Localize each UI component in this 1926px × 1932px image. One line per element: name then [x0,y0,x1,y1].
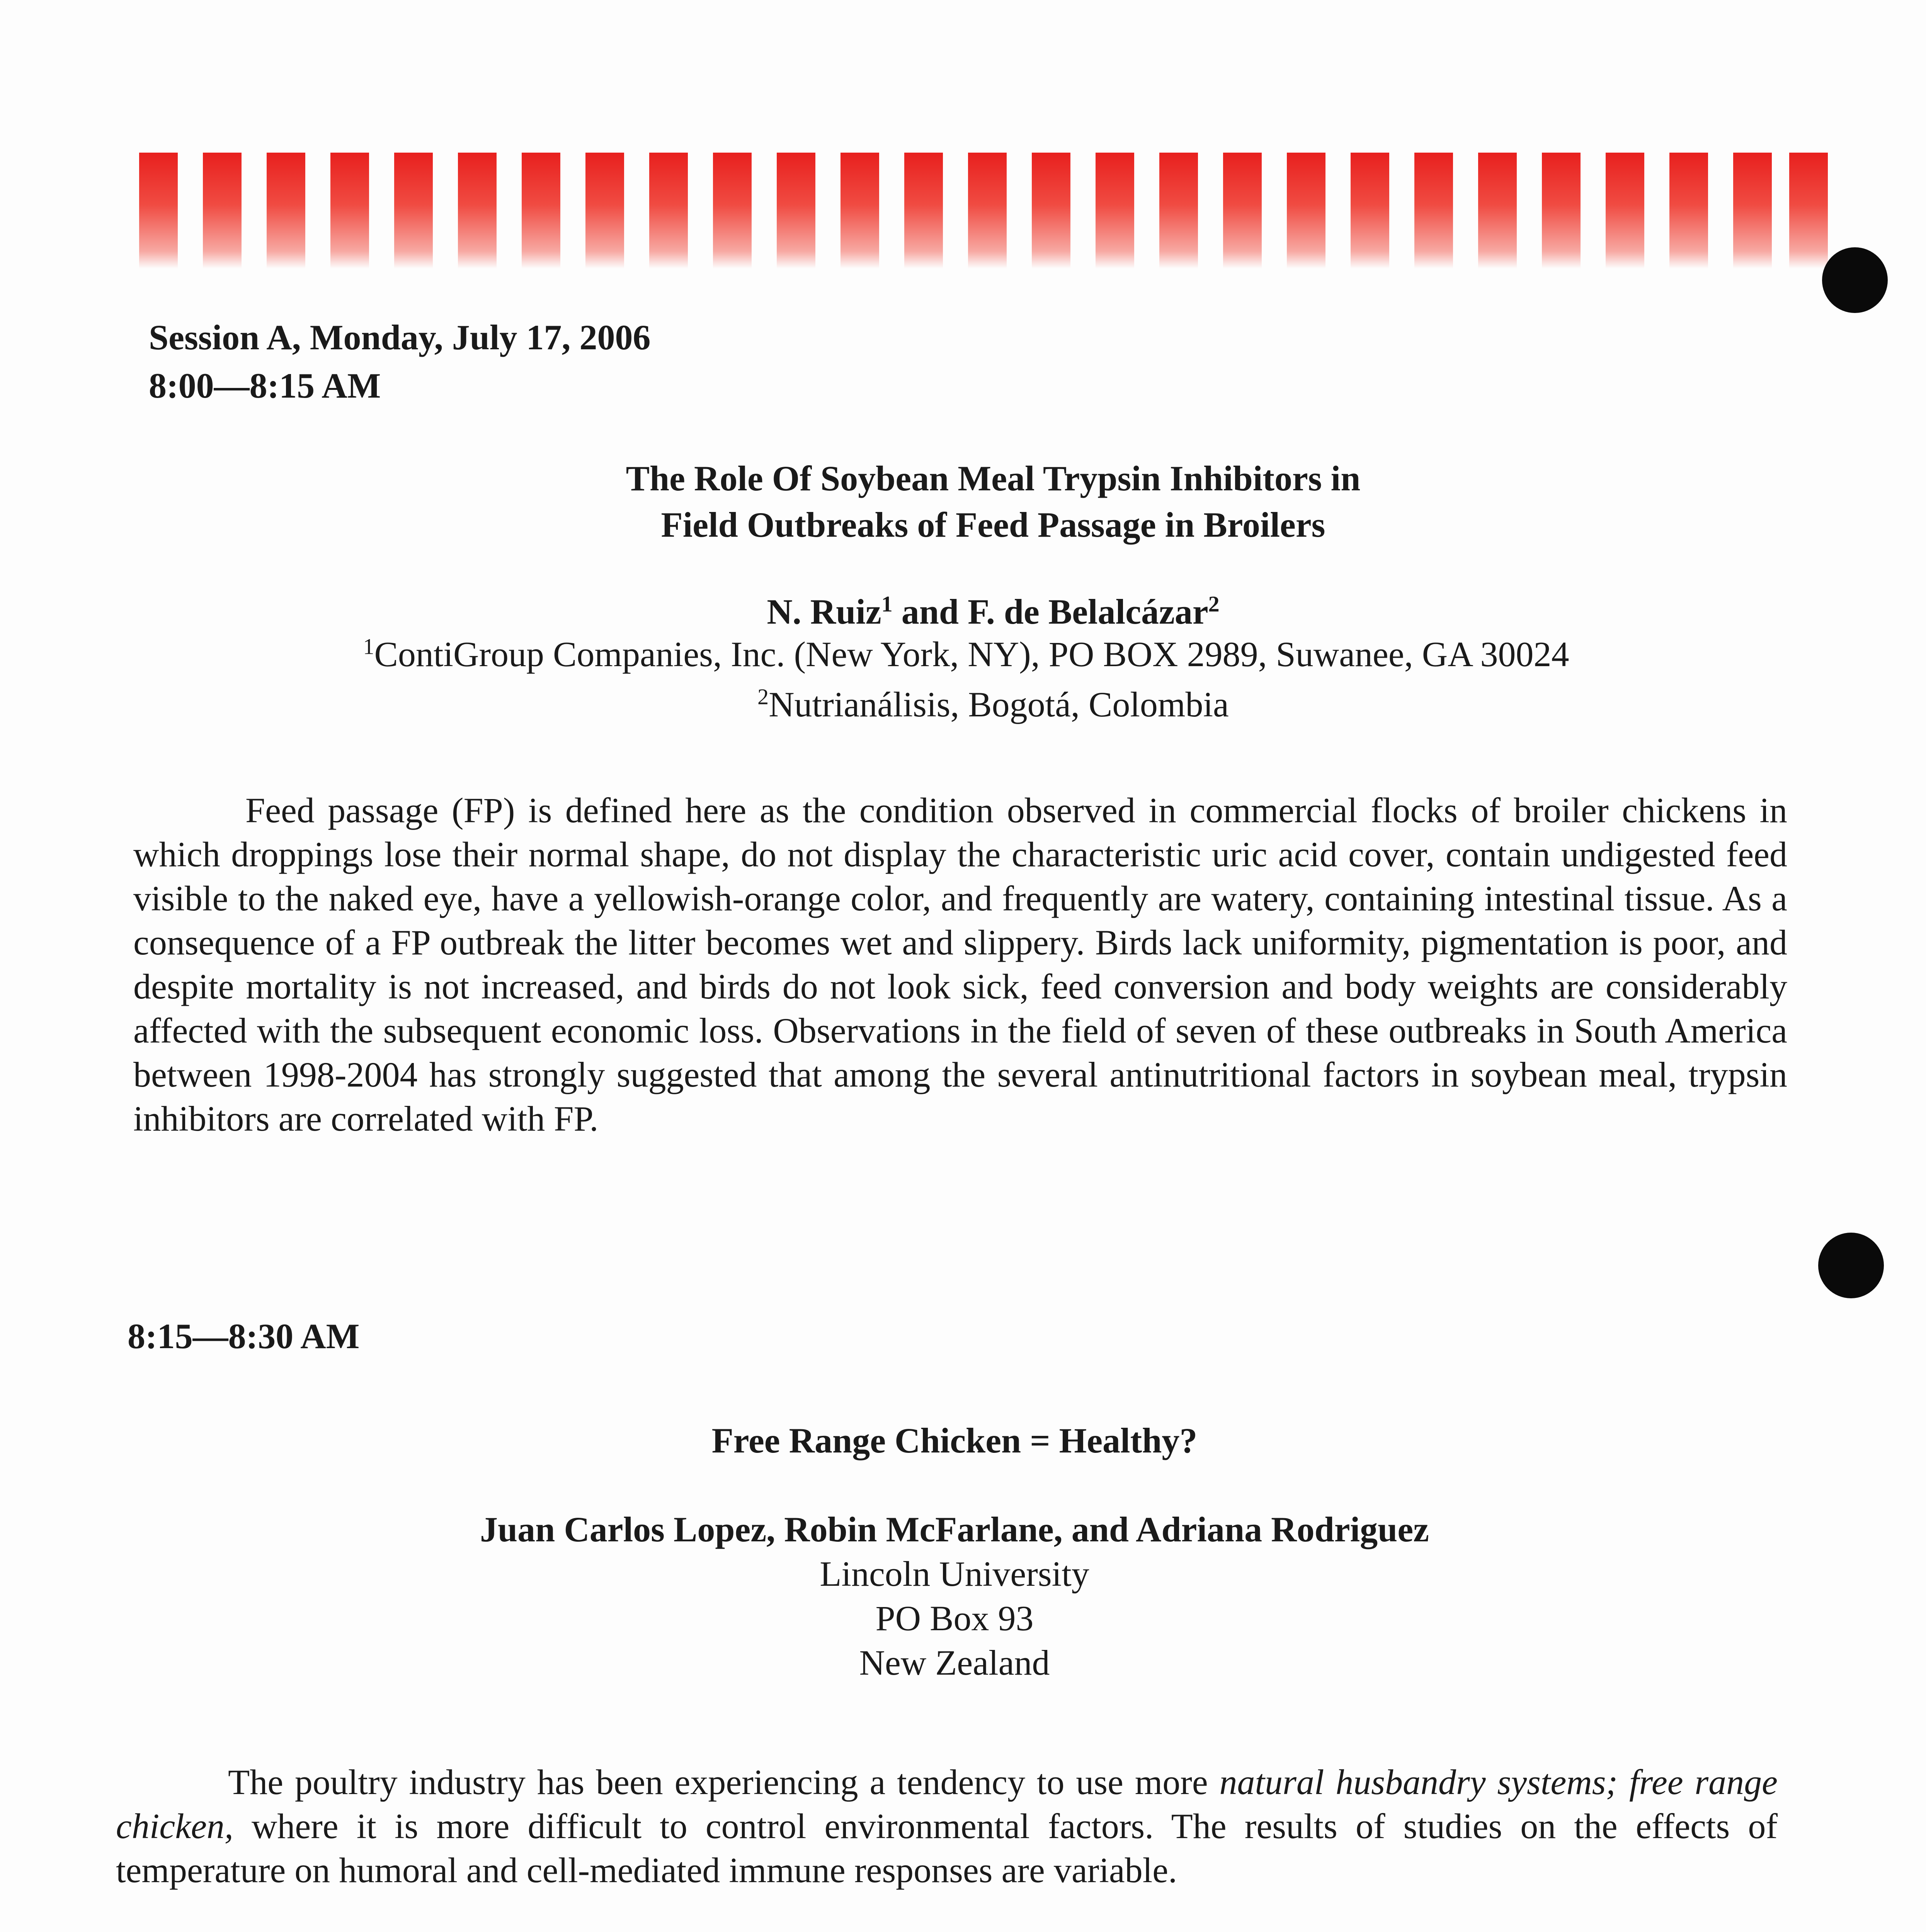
session-heading: Session A, Monday, July 17, 2006 [149,318,651,357]
affiliation-2-superscript: 2 [757,684,769,709]
affiliation-2-text: Nutrianálisis, Bogotá, Colombia [769,685,1229,724]
binder-hole-top [1822,247,1888,313]
abstract2-paragraph-1: The poultry industry has been experiencing a tendency to use more natural husbandry systems; free range chicken, where it is more difficult to control environmental factors. The results of studies on the effects of temperature on humoral and cell-mediated immune responses are variable. [116,1762,1778,1890]
abstract2-authors: Juan Carlos Lopez, Robin McFarlane, and Adriana Rodriguez [480,1510,1429,1549]
abstract1-title-line1: The Role Of Soybean Meal Trypsin Inhibitors in [626,459,1361,498]
affiliation-1-superscript: 1 [363,634,374,659]
header-stripe [139,153,1828,269]
binder-hole-middle [1818,1233,1884,1298]
abstract2-affiliation-line1: Lincoln University [820,1554,1089,1594]
abstract1-affiliation-1 [271,634,1662,675]
italic-phrase: natural husbandry systems; free range chicken, [116,1762,1778,1846]
abstract2-body [116,1760,1778,1932]
time-slot-2: 8:15—8:30 AM [128,1316,360,1356]
author-2-superscript: 2 [1208,591,1220,617]
abstract2-affiliation-line3: New Zealand [859,1643,1050,1682]
abstract2-title: Free Range Chicken = Healthy? [711,1421,1198,1460]
author-1-superscript: 1 [881,591,893,617]
abstract1-paragraph: Feed passage (FP) is defined here as the condition observed in commercial flocks of broiler chickens in which droppings lose their normal shape, do not display the characteristic uric acid cover, contain undigested feed visible to the naked eye, have a yellowish-orange color, and frequently are watery, containing intestinal tissue. As a consequence of a FP outbreak the litter becomes wet and slippery. Birds lack uniformity, pigmentation is poor, and despite mortality is not increased, and birds do not look sick, feed conversion and body weights are considerably affected with the subsequent economic loss. Observations in the field of seven of these outbreaks in South America between 1998-2004 has strongly suggested that among the several antinutritional factors in soybean meal, trypsin inhibitors are correlated with FP. [133,791,1787,1138]
abstract1-authors [541,591,1445,632]
author-1: N. Ruiz [767,592,881,631]
affiliation-1-text: ContiGroup Companies, Inc. (New York, NY), PO BOX 2989, Suwanee, GA 30024 [374,634,1569,674]
abstract2-affiliation-line2: PO Box 93 [875,1599,1034,1638]
abstract1-title-line2: Field Outbreaks of Feed Passage in Broilers [661,505,1325,544]
abstract1-body [133,788,1787,1141]
abstract1-affiliation-2 [541,684,1445,725]
author-2: and F. de Belalcázar [901,592,1208,631]
time-slot-1: 8:00—8:15 AM [149,366,381,405]
